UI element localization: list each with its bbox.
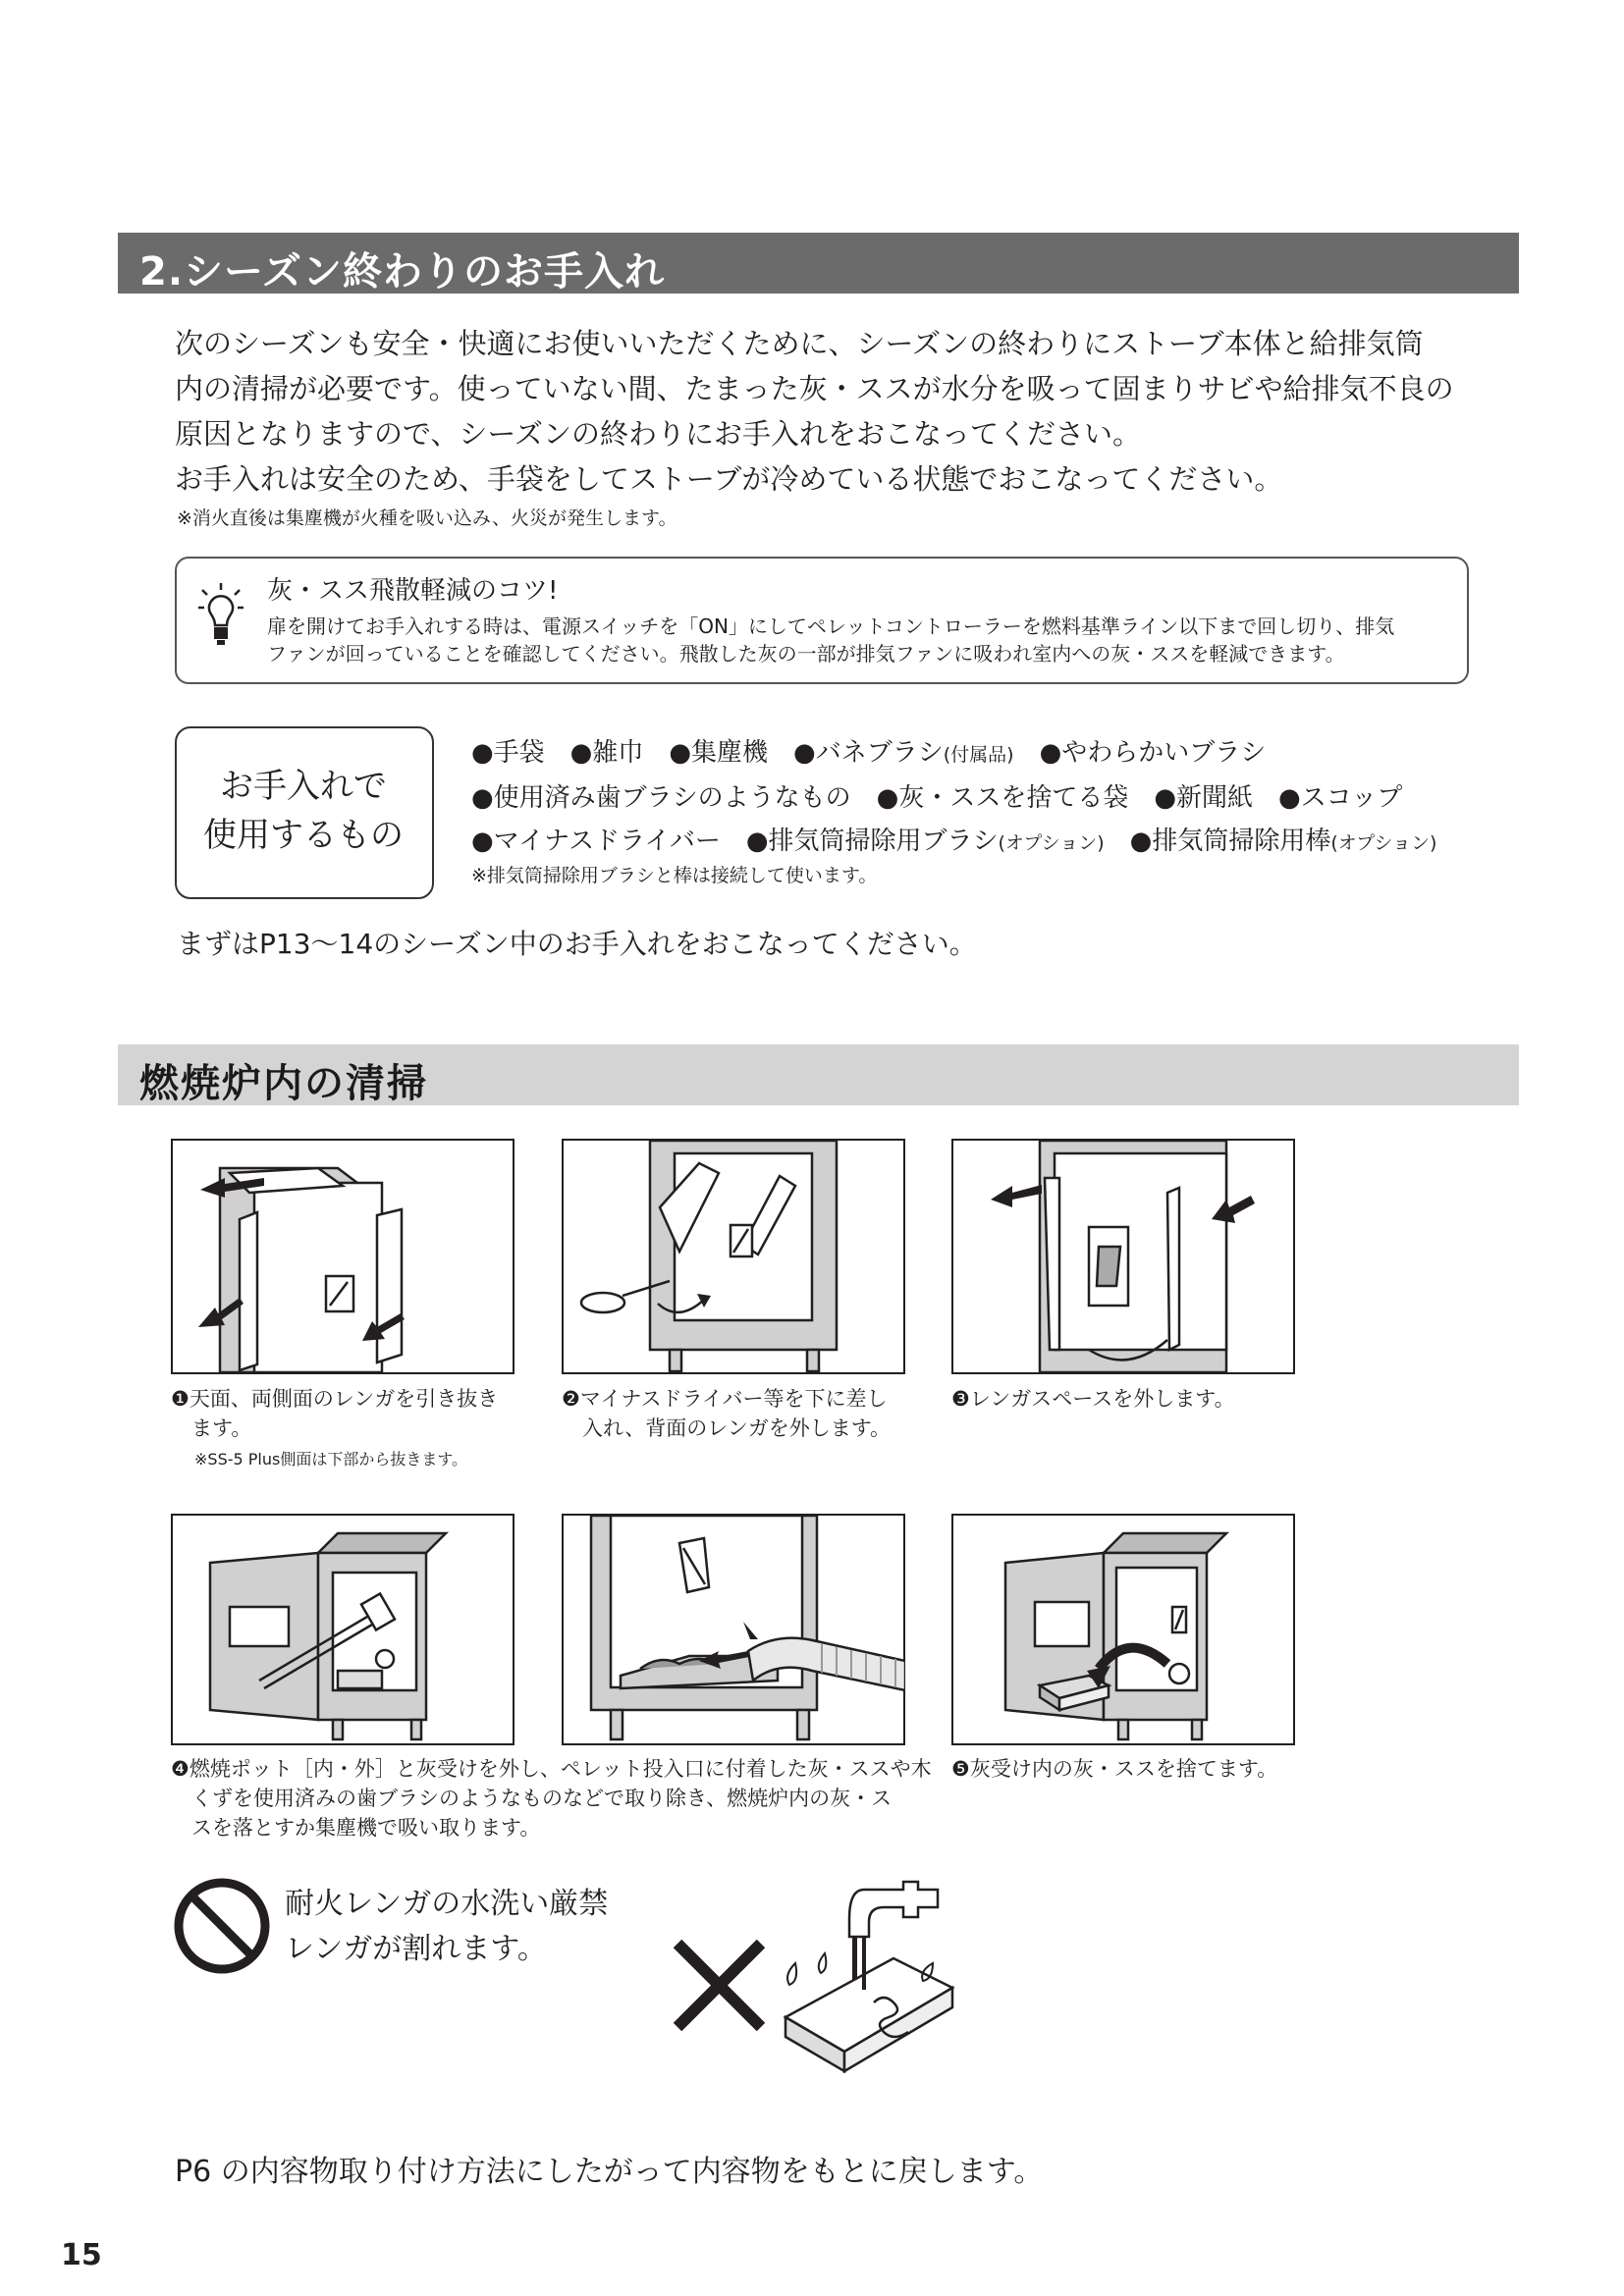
- intro-line: 内の清掃が必要です。使っていない間、たまった灰・ススが水分を吸って固まりサビや給排気不良の: [175, 372, 1454, 405]
- tip-body: [267, 613, 1394, 667]
- step-caption-line: ❹燃焼ポット［内・外］と灰受けを外し、ペレット投入口に付着した灰・ススや木: [171, 1757, 932, 1781]
- step-2-caption: [562, 1384, 891, 1443]
- tools-item-note: (付属品): [943, 744, 1014, 766]
- no-water-wash-illustration: [668, 1865, 992, 2101]
- step-1-caption: [171, 1384, 498, 1443]
- tip-line: ファンが回っていることを確認してください。飛散した灰の一部が排気ファンに吸われ室内への灰・ススを軽減できます。: [267, 642, 1345, 666]
- intro-line: 原因となりますので、シーズンの終わりにお手入れをおこなってください。: [175, 417, 1141, 451]
- step-4-illustration-vacuum: [562, 1514, 905, 1745]
- tools-label: [177, 762, 430, 860]
- step-4-caption: [171, 1754, 932, 1842]
- tip-title: 灰・スス飛散軽減のコツ!: [267, 576, 559, 606]
- tools-row-3: [471, 820, 1436, 865]
- subsection-header: [118, 1044, 1519, 1105]
- warning-line: 耐火レンガの水洗い厳禁: [285, 1887, 609, 1921]
- warning-text: [285, 1882, 608, 1972]
- section-title: 2.シーズン終わりのお手入れ: [139, 249, 666, 294]
- section-header: [118, 233, 1519, 294]
- step-4-illustration-brush: [171, 1514, 514, 1745]
- tools-row-1: [471, 731, 1436, 776]
- warning-line: レンガが割れます。: [285, 1932, 547, 1966]
- tools-item-note: (オプション): [1330, 832, 1437, 854]
- step-5-illustration: [951, 1514, 1295, 1745]
- step-5-caption: [951, 1754, 1277, 1784]
- intro-paragraph: [175, 321, 1490, 502]
- step-1-illustration: [171, 1139, 514, 1374]
- first-instruction: まずはP13～14のシーズン中のお手入れをおこなってください。: [177, 928, 977, 960]
- step-caption-line: ます。: [171, 1416, 252, 1440]
- step-3-caption: [951, 1384, 1235, 1414]
- step-caption-line: ❷マイナスドライバー等を下に差し: [562, 1387, 888, 1411]
- intro-line: 次のシーズンも安全・快適にお使いいただくために、シーズンの終わりにストーブ本体と給排気筒: [175, 327, 1424, 360]
- step-caption-line: スを落とすか集塵機で吸い取ります。: [171, 1816, 541, 1840]
- tools-items: ●マイナスドライバー ●排気筒掃除用ブラシ: [471, 827, 999, 856]
- tools-items: ●やわらかいブラシ: [1013, 738, 1267, 768]
- intro-line: お手入れは安全のため、手袋をしてストーブが冷めている状態でおこなってください。: [175, 462, 1283, 496]
- step-caption-line: ❺灰受け内の灰・ススを捨てます。: [951, 1757, 1278, 1781]
- tip-line: 扉を開けてお手入れする時は、電源スイッチを「ON」にしてペレットコントローラーを燃料基準ライン以下まで回し切り、排気: [267, 614, 1395, 638]
- step-caption-line: くずを使用済みの歯ブラシのようなものなどで取り除き、燃焼炉内の灰・ス: [171, 1787, 893, 1810]
- tools-label-line: お手入れで: [220, 767, 387, 806]
- step-2-illustration: [562, 1139, 905, 1374]
- step-3-illustration: [951, 1139, 1295, 1374]
- tools-item-note: (オプション): [998, 832, 1105, 854]
- tools-row-2: ●使用済み歯ブラシのようなもの ●灰・ススを捨てる袋 ●新聞紙 ●スコップ: [471, 783, 1403, 813]
- lightbulb-icon: [196, 581, 245, 652]
- step-1-note: ※SS-5 Plus側面は下部から抜きます。: [194, 1450, 468, 1468]
- step-caption-line: 入れ、背面のレンガを外します。: [562, 1416, 892, 1440]
- page-number: 15: [61, 2238, 102, 2272]
- tools-items: ●手袋 ●雑巾 ●集塵機 ●バネブラシ: [471, 738, 944, 768]
- prohibition-icon: [173, 1877, 271, 1975]
- step-caption-line: ❸レンガスペースを外します。: [951, 1387, 1235, 1411]
- tools-list: [471, 731, 1436, 865]
- tools-label-line: 使用するもの: [203, 816, 404, 855]
- intro-note: ※消火直後は集塵機が火種を吸い込み、火災が発生します。: [177, 507, 677, 529]
- tools-items: ●排気筒掃除用棒: [1104, 827, 1331, 856]
- subsection-title: 燃焼炉内の清掃: [139, 1061, 428, 1106]
- step-caption-line: ❶天面、両側面のレンガを引き抜き: [171, 1387, 499, 1411]
- final-instruction: P6 の内容物取り付け方法にしたがって内容物をもとに戻します。: [175, 2155, 1044, 2189]
- tools-note: ※排気筒掃除用ブラシと棒は接続して使います。: [471, 865, 878, 886]
